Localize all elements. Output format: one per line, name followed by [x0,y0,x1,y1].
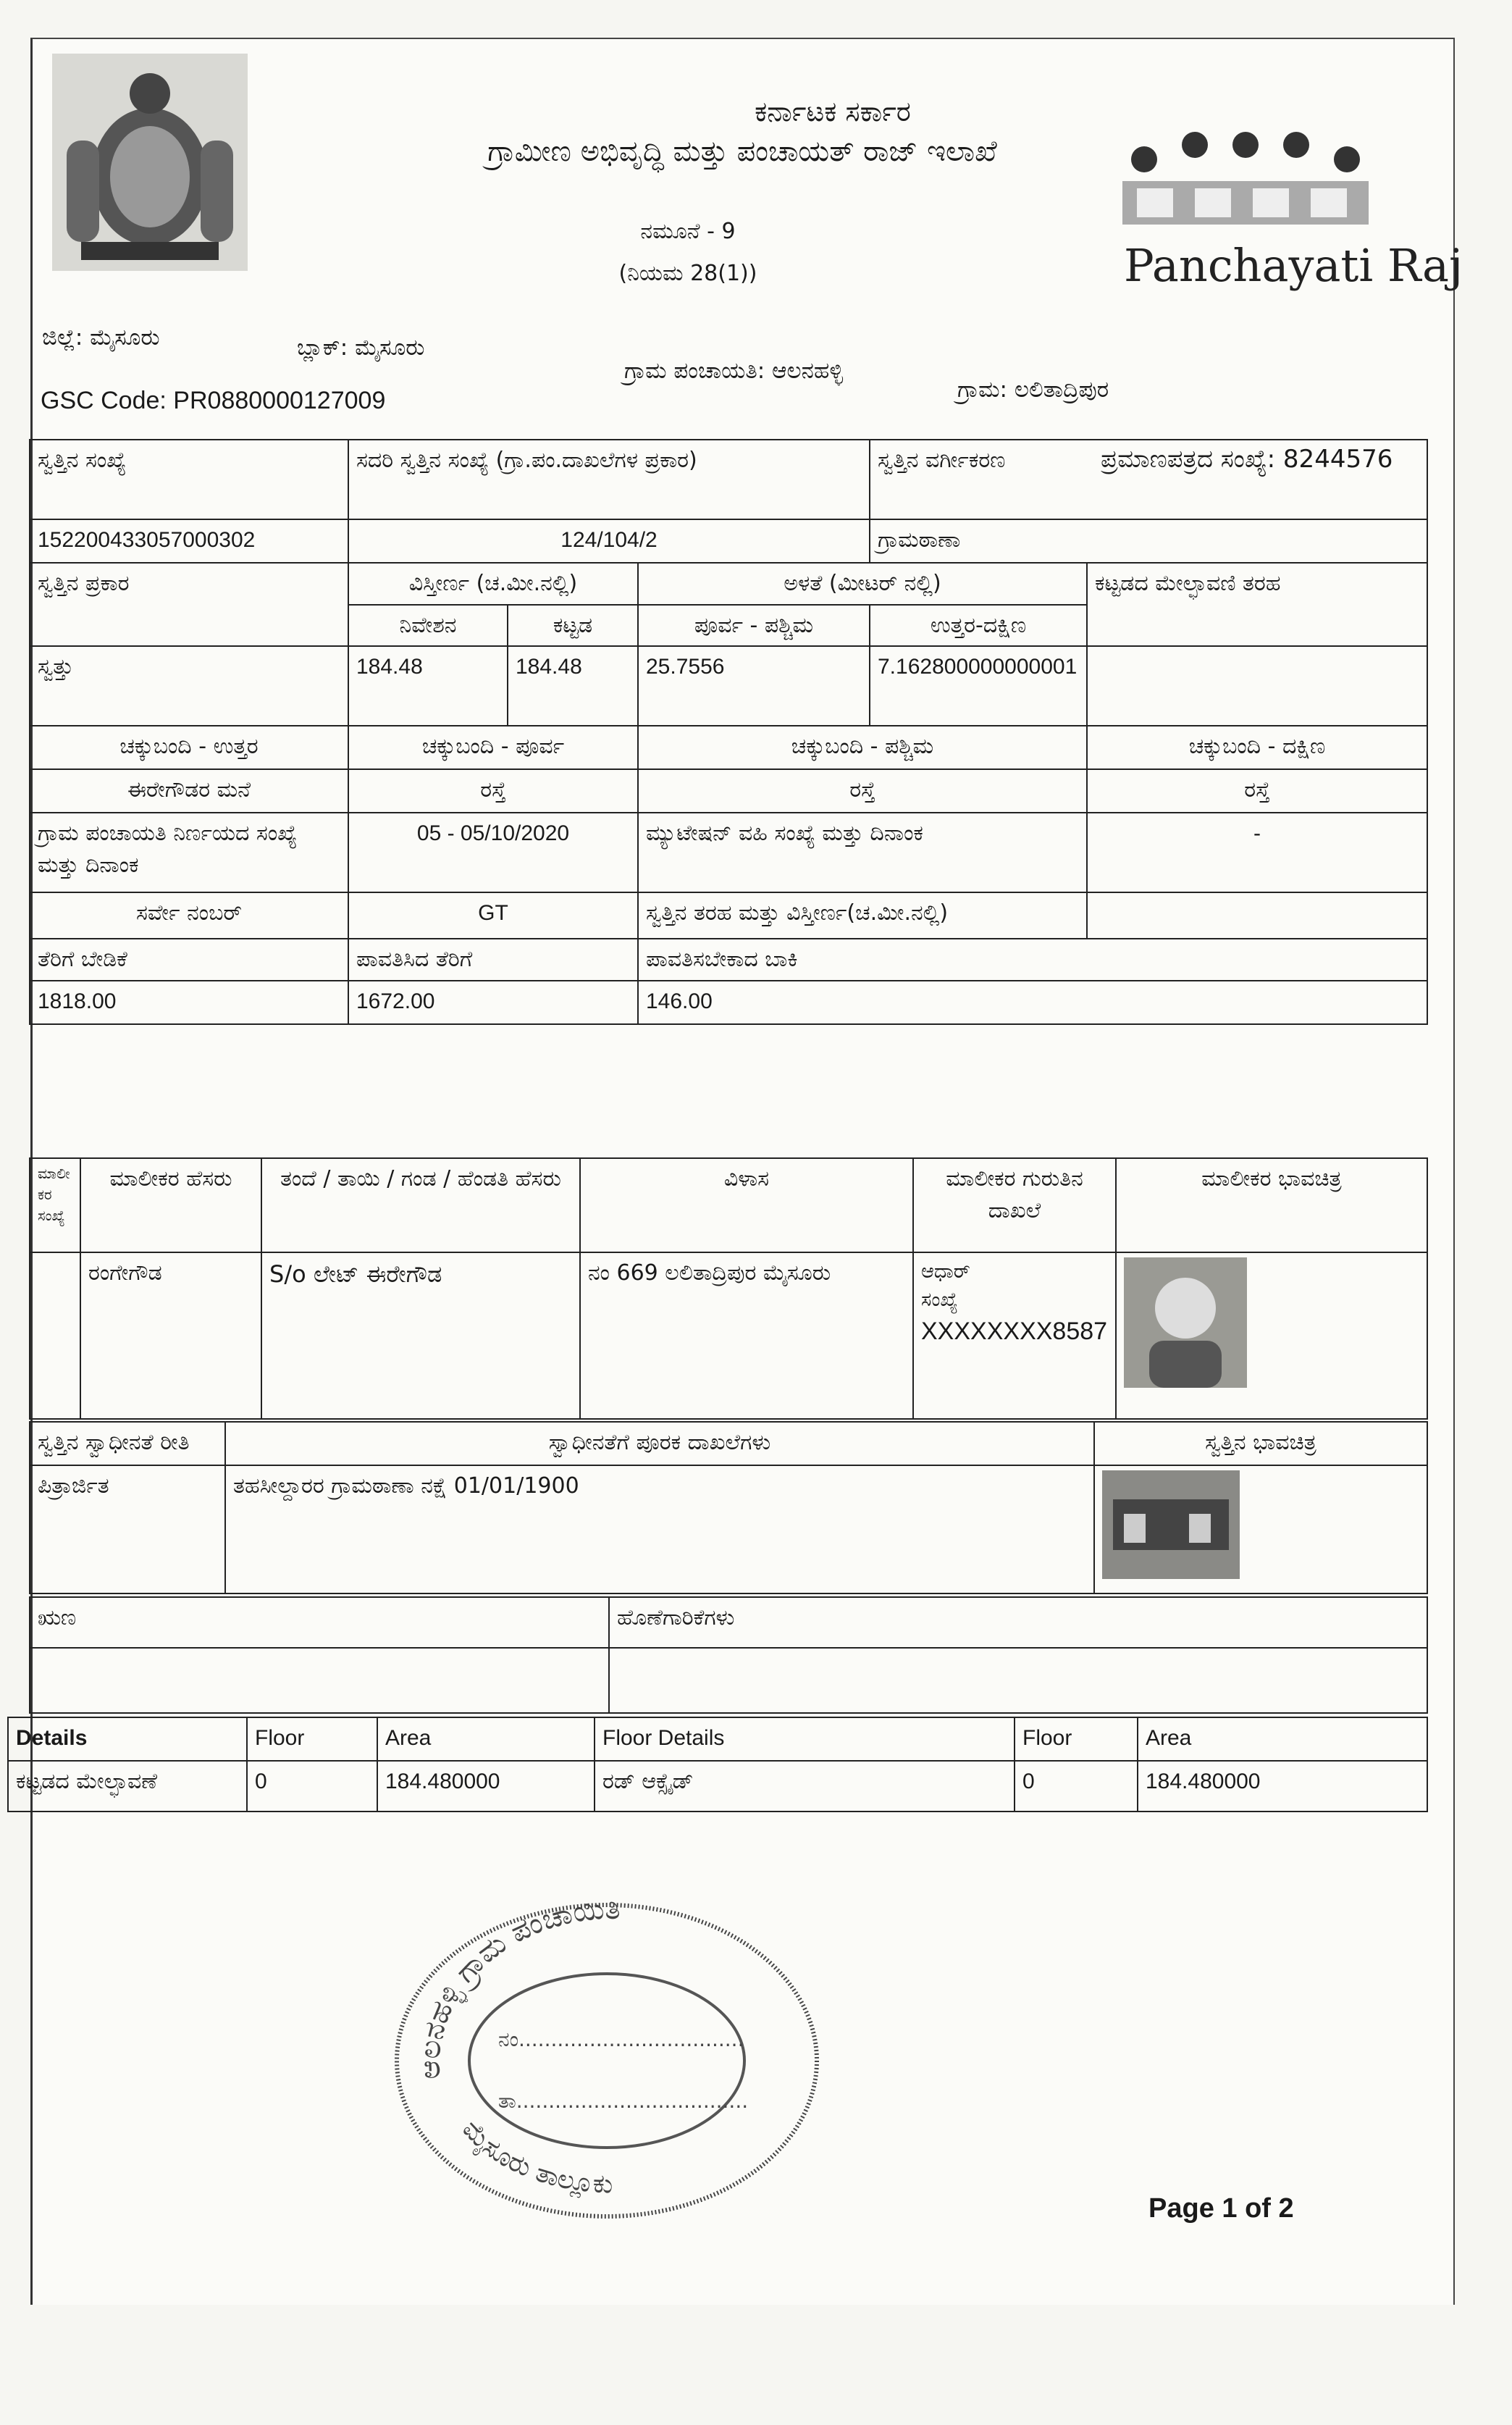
owner-id-cell [913,1252,1116,1419]
owner-id-label: ಮಾಲೀಕರ ಗುರುತಿನ ದಾಖಲೆ [913,1158,1116,1252]
owner-id-type-2: ಸಂಖ್ಯೆ [921,1289,958,1312]
acquisition-docs-value: ತಹಸೀಲ್ದಾರರ ಗ್ರಾಮಠಾಣಾ ನಕ್ಷೆ 01/01/1900 [225,1465,1094,1593]
panchayati-raj-logo-icon [1115,123,1376,232]
district: ಜಿಲ್ಲೆ: ಮೈಸೂರು [42,324,160,351]
acquisition-docs-label: ಸ್ವಾಧೀನತೆಗೆ ಪೂರಕ ದಾಖಲೆಗಳು [225,1422,1094,1465]
north-south-value: 7.162800000000001 [870,646,1087,726]
owner-table [29,1157,1428,1420]
govt-title: ಕರ್ನಾಟಕ ಸರ್ಕಾರ [755,96,911,127]
roof-type-label: ಕಟ್ಟಡದ ಮೇಲ್ಛಾವಣಿ ತರಹ [1087,563,1427,646]
form-number: ನಮೂನೆ - 9 [640,219,736,244]
block: ಬ್ಲಾಕ್: ಮೈಸೂರು [297,335,425,361]
building-area-label: ಕಟ್ಟಡ [508,605,638,647]
boundary-north-value: ಈರೇಗೌಡರ ಮನೆ [30,769,348,813]
gsc-code: GSC Code: PR0880000127009 [41,387,386,414]
mutation-label: ಮ್ಯುಟೇಷನ್ ವಹಿ ಸಂಖ್ಯೆ ಮತ್ತು ದಿನಾಂಕ [638,813,1087,892]
tax-paid-label: ಪಾವತಿಸಿದ ತೆರಿಗೆ [348,939,638,981]
site-area-value: 184.48 [348,646,508,726]
acquisition-mode-value: ಪಿತ್ರಾರ್ಜಿತ [30,1465,225,1593]
details-label: Details [8,1717,247,1761]
building-area-value: 184.48 [508,646,638,726]
classification-value: ಗ್ರಾಮಠಾಣಾ [870,519,1427,563]
east-west-value: 25.7556 [638,646,870,726]
liabilities-left-label: ಋಣ [30,1597,609,1648]
property-type-area-value [1087,892,1427,939]
owner-name-label: ಮಾಲೀಕರ ಹೆಸರು [80,1158,261,1252]
property-type-label: ಸ್ವತ್ತಿನ ಪ್ರಕಾರ [30,563,348,646]
mutation-value: - [1087,813,1427,892]
owner-photo [1124,1257,1247,1388]
acquisition-table [29,1421,1428,1594]
gram-panchayat: ಗ್ರಾಮ ಪಂಚಾಯತಿ: ಆಲನಹಳ್ಳಿ [624,358,844,384]
floor-row1-floor: 0 [247,1761,377,1812]
east-west-label: ಪೂರ್ವ - ಪಶ್ಚಿಮ [638,605,870,647]
boundary-west-label: ಚಕ್ಕುಬಂದಿ - ಪಶ್ಚಿಮ [638,726,1087,769]
survey-number-value: GT [348,892,638,939]
owner-relation-label: ತಂದೆ / ತಾಯಿ / ಗಂಡ / ಹೆಂಡತಿ ಹೆಸರು [261,1158,580,1252]
property-photo [1102,1470,1240,1579]
floor-details-header: Floor Details [595,1717,1015,1761]
owner-relation-value: S/o ಲೇಟ್ ಈರೇಗೌಡ [261,1252,580,1419]
floor-row2-area: 184.480000 [1138,1761,1427,1812]
classification-label: ಸ್ವತ್ತಿನ ವರ್ಗೀಕರಣ [870,440,1427,519]
property-photo-label: ಸ್ವತ್ತಿನ ಭಾವಚಿತ್ರ [1094,1422,1427,1465]
property-table [29,439,1428,1025]
site-area-label: ನಿವೇಶನ [348,605,508,647]
property-number-value: 152200433057000302 [30,519,348,563]
owner-address-label: ವಿಳಾಸ [580,1158,913,1252]
survey-number-label: ಸರ್ವೇ ನಂಬರ್ [30,892,348,939]
tax-paid-value: 1672.00 [348,981,638,1024]
acquisition-mode-label: ಸ್ವತ್ತಿನ ಸ್ವಾಧೀನತೆ ರೀತಿ [30,1422,225,1465]
property-number-label: ಸ್ವತ್ತಿನ ಸಂಖ್ಯೆ [30,440,348,519]
area-col-header-2: Area [1138,1717,1427,1761]
property-photo-cell [1094,1465,1427,1593]
owner-name-value: ರಂಗೇಗೌಡ [80,1252,261,1419]
village: ಗ್ರಾಮ: ಲಲಿತಾದ್ರಿಪುರ [957,377,1109,403]
owner-id-number: XXXXXXXX8587 [921,1318,1108,1346]
floor-col-header: Floor [247,1717,377,1761]
panchayati-raj-logo-text: Panchayati Raj [1124,239,1463,292]
floor-row2-floor: 0 [1015,1761,1138,1812]
floor-col-header-2: Floor [1015,1717,1138,1761]
seal-bottom-text: ಮೈಸೂರು ತಾಲ್ಲೂಕು [456,2114,614,2200]
karnataka-emblem-icon [52,54,248,271]
tax-balance-label: ಪಾವತಿಸಬೇಕಾದ ಬಾಕಿ [638,939,1427,981]
panchayat-seal [382,1890,831,2231]
decision-label: ಗ್ರಾಮ ಪಂಚಾಯತಿ ನಿರ್ಣಯದ ಸಂಖ್ಯೆ ಮತ್ತು ದಿನಾಂಕ [30,813,348,892]
liabilities-table [29,1596,1428,1714]
boundary-east-value: ರಸ್ತೆ [348,769,638,813]
area-label: ವಿಸ್ತೀರ್ಣ (ಚ.ಮೀ.ನಲ್ಲಿ) [348,563,638,605]
boundary-west-value: ರಸ್ತೆ [638,769,1087,813]
tax-balance-value: 146.00 [638,981,1427,1024]
owner-address-value: ನಂ 669 ಲಲಿತಾದ್ರಿಪುರ ಮೈಸೂರು [580,1252,913,1419]
seal-line-2: ತಾ.................................... [498,2089,749,2113]
property-type-area-label: ಸ್ವತ್ತಿನ ತರಹ ಮತ್ತು ವಿಸ್ತೀರ್ಣ(ಚ.ಮೀ.ನಲ್ಲಿ) [638,892,1087,939]
property-type-value: ಸ್ವತ್ತು [30,646,348,726]
liabilities-left-value [30,1648,609,1713]
tax-demand-value: 1818.00 [30,981,348,1024]
north-south-label: ಉತ್ತರ-ದಕ್ಷಿಣ [870,605,1087,647]
svg-text:ಆಲನಹಳ್ಳಿ ಗ್ರಾಮ ಪಂಚಾಯಿತಿ [413,1893,620,2080]
owner-id-type: ಆಧಾರ್ [921,1260,970,1283]
seal-line-1: ನಂ................................... [498,2027,744,2051]
owner-sl-label: ಮಾಲೀಕರ ಸಂಖ್ಯೆ [30,1158,80,1252]
area-col-header: Area [377,1717,595,1761]
owner-sl-value [30,1252,80,1419]
department-title: ಗ್ರಾಮೀಣ ಅಭಿವೃದ್ಧಿ ಮತ್ತು ಪಂಚಾಯತ್ ರಾಜ್ ಇಲಾಖೆ [487,135,997,168]
certificate-number: ಪ್ರಮಾಣಪತ್ರದ ಸಂಖ್ಯೆ: 8244576 [1101,445,1393,474]
page-number: Page 1 of 2 [1148,2193,1294,2224]
liabilities-value [609,1648,1427,1713]
floor-row2-label: ರಡ್ ಆಕ್ಸೈಡ್ [595,1761,1015,1812]
owner-photo-cell [1116,1252,1427,1419]
liabilities-label: ಹೊಣೆಗಾರಿಕೆಗಳು [609,1597,1427,1648]
owner-photo-label: ಮಾಲೀಕರ ಭಾವಚಿತ್ರ [1116,1158,1427,1252]
tax-demand-label: ತೆರಿಗೆ ಬೇಡಿಕೆ [30,939,348,981]
floor-row1-label: ಕಟ್ಟಡದ ಮೇಲ್ಛಾವಣೆ [8,1761,247,1812]
boundary-north-label: ಚಕ್ಕುಬಂದಿ - ಉತ್ತರ [30,726,348,769]
rule-number: (ನಿಯಮ 28(1)) [618,261,757,286]
boundary-east-label: ಚಕ್ಕುಬಂದಿ - ಪೂರ್ವ [348,726,638,769]
roof-type-value [1087,646,1427,726]
boundary-south-value: ರಸ್ತೆ [1087,769,1427,813]
floor-details-table [7,1717,1428,1812]
floor-row1-area: 184.480000 [377,1761,595,1812]
seal-top-text: ಆಲನಹಳ್ಳಿ ಗ್ರಾಮ ಪಂಚಾಯಿತಿ [413,1892,621,2080]
svg-text:ಮೈಸೂರು ತಾಲ್ಲೂಕು [455,2114,613,2200]
as-per-records-label: ಸದರಿ ಸ್ವತ್ತಿನ ಸಂಖ್ಯೆ (ಗ್ರಾ.ಪಂ.ದಾಖಲೆಗಳ ಪ್ರಕಾರ) [348,440,870,519]
as-per-records-value: 124/104/2 [348,519,870,563]
measurement-label: ಅಳತೆ (ಮೀಟರ್ ನಲ್ಲಿ) [638,563,1087,605]
decision-value: 05 - 05/10/2020 [348,813,638,892]
boundary-south-label: ಚಕ್ಕುಬಂದಿ - ದಕ್ಷಿಣ [1087,726,1427,769]
